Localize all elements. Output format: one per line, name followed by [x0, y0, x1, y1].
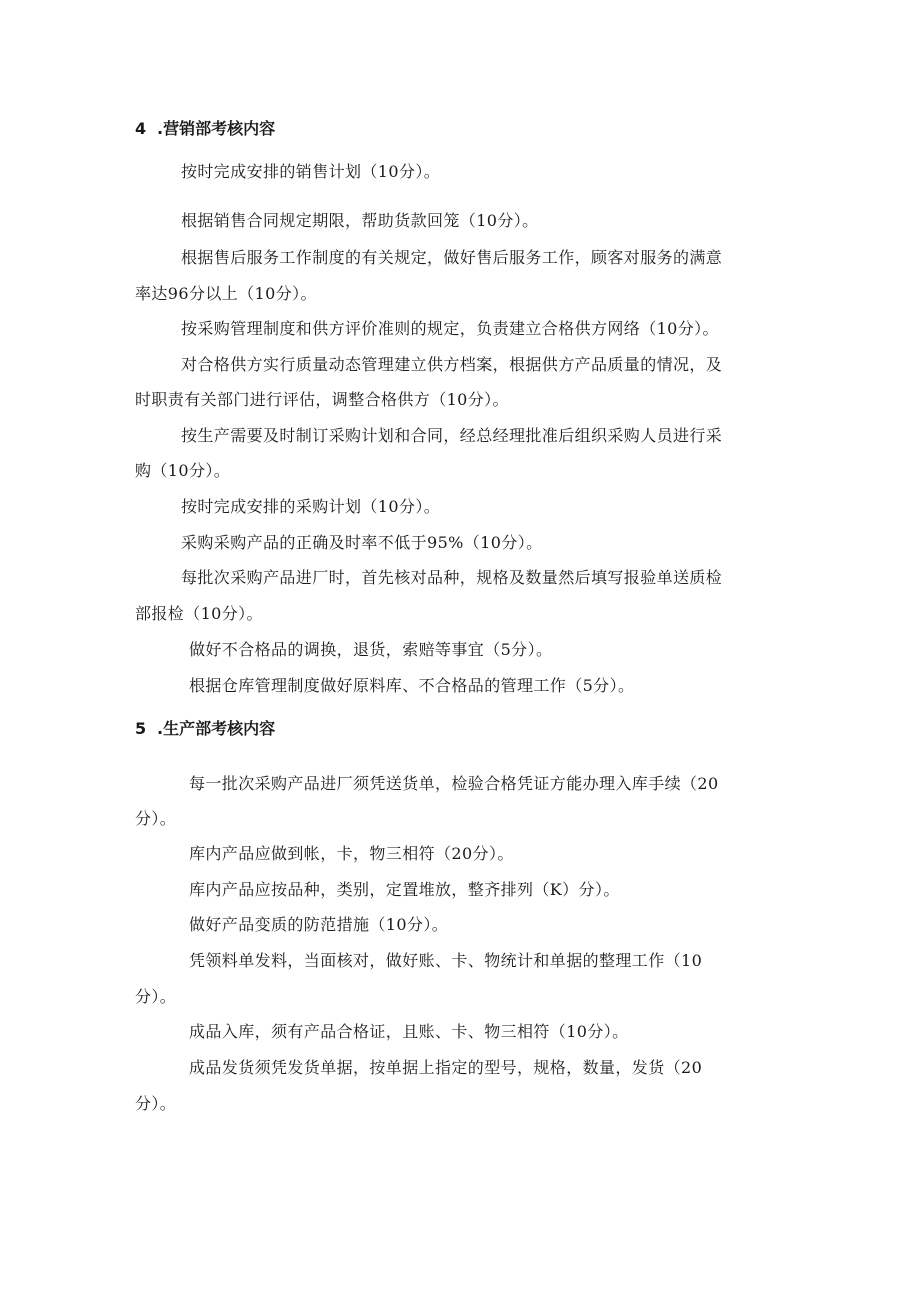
paragraph-line: 部报检（10分）。 [135, 604, 263, 623]
paragraph-line: 时职责有关部门进行评估，调整合格供方（10分）。 [135, 390, 509, 409]
paragraph-line: 采购采购产品的正确及时率不低于95%（10分）。 [181, 533, 543, 552]
paragraph-line: 凭领料单发料，当面核对，做好账、卡、物统计和单据的整理工作（10 [189, 951, 703, 970]
paragraph-line: 分）。 [135, 1094, 177, 1113]
section-5-title: .生产部考核内容 [157, 719, 276, 738]
section-5-heading [135, 718, 275, 740]
paragraph-line: 按采购管理制度和供方评价准则的规定，负责建立合格供方网络（10分）。 [181, 319, 719, 338]
paragraph-line: 每批次采购产品进厂时，首先核对品种，规格及数量然后填写报验单送质检 [181, 568, 723, 587]
paragraph-line: 根据售后服务工作制度的有关规定，做好售后服务工作，顾客对服务的满意 [181, 248, 723, 267]
paragraph-line: 按生产需要及时制订采购计划和合同，经总经理批准后组织采购人员进行采 [181, 426, 723, 445]
paragraph-line: 成品入库，须有产品合格证，且账、卡、物三相符（10分）。 [189, 1022, 629, 1041]
paragraph-line: 成品发货须凭发货单据，按单据上指定的型号，规格，数量，发货（20 [189, 1058, 703, 1077]
section-5-number: 5 [135, 719, 147, 738]
paragraph-line: 根据仓库管理制度做好原料库、不合格品的管理工作（5分）。 [189, 676, 635, 695]
paragraph-line: 按时完成安排的采购计划（10分）。 [181, 497, 441, 516]
paragraph-line: 每一批次采购产品进厂须凭送货单，检验合格凭证方能办理入库手续（20 [189, 774, 719, 793]
section-4-heading [135, 118, 275, 140]
paragraph-line: 分）。 [135, 809, 177, 828]
paragraph-line: 根据销售合同规定期限，帮助货款回笼（10分）。 [181, 211, 539, 230]
section-4-number: 4 [135, 119, 147, 138]
paragraph-line: 对合格供方实行质量动态管理建立供方档案，根据供方产品质量的情况，及 [181, 355, 723, 374]
paragraph-line: 做好产品变质的防范措施（10分）。 [189, 915, 449, 934]
paragraph-line: 做好不合格品的调换，退货，索赔等事宜（5分）。 [189, 640, 553, 659]
paragraph-line: 按时完成安排的销售计划（10分）。 [181, 162, 441, 181]
paragraph-line: 购（10分）。 [135, 461, 231, 480]
paragraph-line: 分）。 [135, 987, 177, 1006]
paragraph-line: 库内产品应按品种，类别，定置堆放，整齐排列（K）分）。 [189, 880, 620, 899]
paragraph-line: 率达96分以上（10分）。 [135, 284, 317, 303]
section-4-title: .营销部考核内容 [157, 119, 276, 138]
paragraph-line: 库内产品应做到帐，卡，物三相符（20分）。 [189, 844, 514, 863]
